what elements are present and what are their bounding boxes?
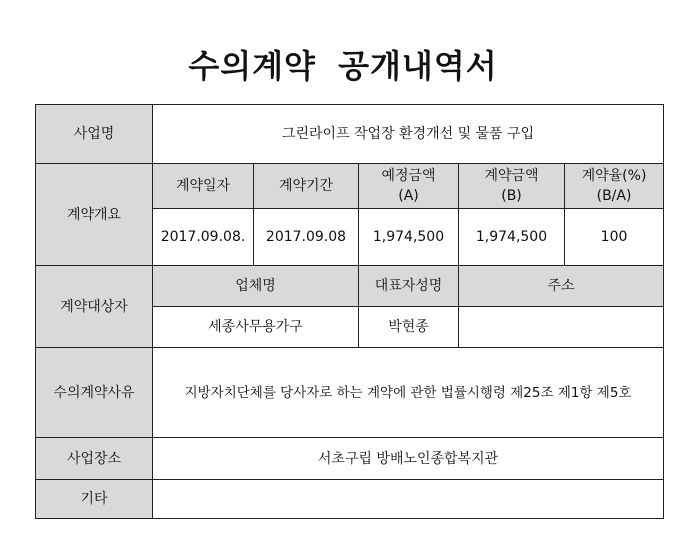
address-value — [459, 307, 664, 348]
estimated-amount-value: 1,974,500 — [359, 209, 459, 266]
contract-rate-header-label: 계약율(%) — [581, 168, 647, 184]
contract-summary-label: 계약개요 — [36, 164, 153, 266]
location-label: 사업장소 — [36, 438, 153, 480]
estimated-amount-header-label: 예정금액 — [381, 168, 436, 184]
location-row — [36, 438, 664, 480]
document-title: 수의계약 공개내역서 — [188, 47, 498, 85]
reason-value: 지방자치단체를 당사자로 하는 계약에 관한 법률시행령 제25조 제1항 제5호 — [153, 348, 664, 438]
contract-period-value: 2017.09.08 — [254, 209, 359, 266]
contract-date-value: 2017.09.08. — [153, 209, 254, 266]
contract-rate-header-sub: (B/A) — [596, 188, 632, 204]
company-name-value: 세종사무용가구 — [153, 307, 359, 348]
contract-amount-header — [459, 164, 565, 209]
contract-summary-header-row — [36, 164, 664, 209]
address-header: 주소 — [459, 266, 664, 307]
reason-row — [36, 348, 664, 438]
contract-amount-header-label: 계약금액 — [484, 168, 539, 184]
contract-amount-header-sub: (B) — [501, 188, 522, 204]
other-row — [36, 480, 664, 519]
contract-period-header: 계약기간 — [254, 164, 359, 209]
contract-rate-value: 100 — [565, 209, 664, 266]
estimated-amount-header — [359, 164, 459, 209]
business-name-label: 사업명 — [36, 105, 153, 164]
other-value — [153, 480, 664, 519]
estimated-amount-header-sub: (A) — [398, 188, 419, 204]
contractor-header-row — [36, 266, 664, 307]
reason-label: 수의계약사유 — [36, 348, 153, 438]
contract-disclosure-table — [35, 104, 664, 519]
business-name-value: 그린라이프 작업장 환경개선 및 물품 구입 — [153, 105, 664, 164]
company-name-header: 업체명 — [153, 266, 359, 307]
contract-rate-header — [565, 164, 664, 209]
representative-value: 박현종 — [359, 307, 459, 348]
representative-header: 대표자성명 — [359, 266, 459, 307]
contract-date-header: 계약일자 — [153, 164, 254, 209]
contract-amount-value: 1,974,500 — [459, 209, 565, 266]
contractor-label: 계약대상자 — [36, 266, 153, 348]
location-value: 서초구립 방배노인종합복지관 — [153, 438, 664, 480]
other-label: 기타 — [36, 480, 153, 519]
business-name-row — [36, 105, 664, 164]
